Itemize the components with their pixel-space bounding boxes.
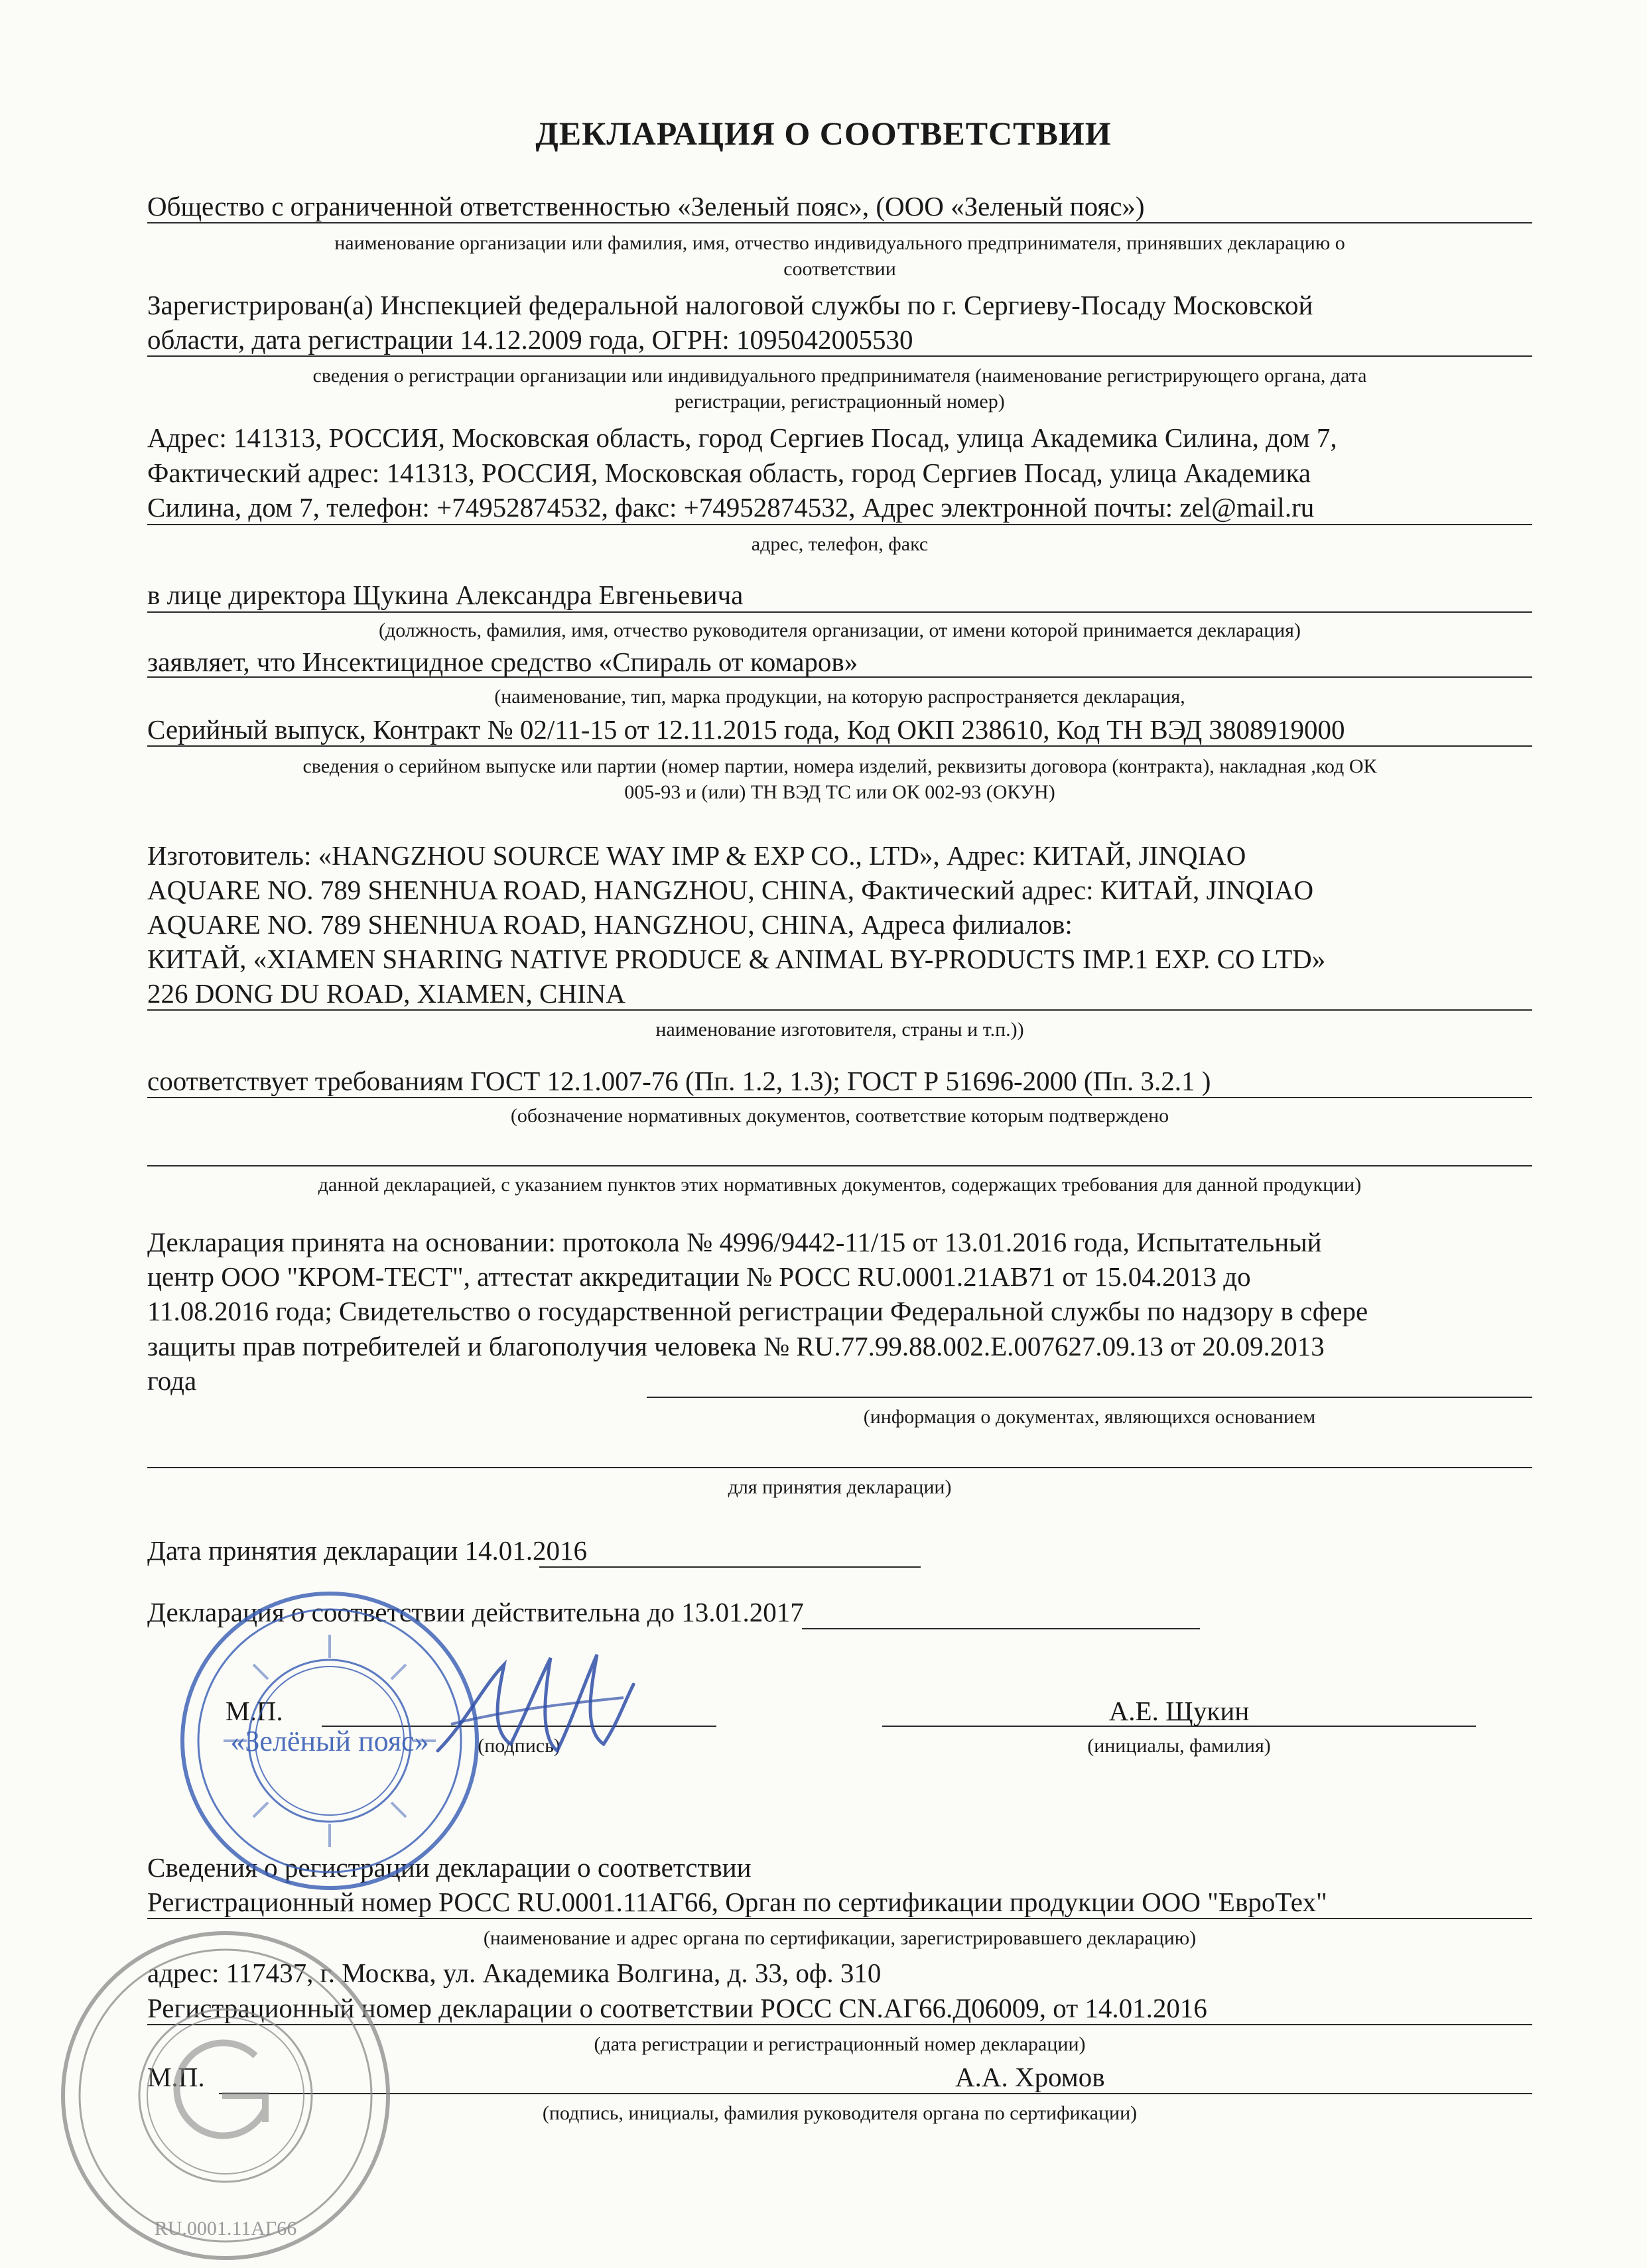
basis-line-1: Декларация принята на основании: протокола № 4996/9442-11/15 от 13.01.2016 года, Испытательный [147,1227,1322,1257]
signer-name: А.Е. Щукин [1108,1696,1250,1726]
serial-line: Серийный выпуск, Контракт № 02/11-15 от 12.11.2015 года, Код ОКП 238610, Код ТН ВЭД 3808919000 [147,714,1345,745]
accepted-date: Дата принятия декларации 14.01.2016 [147,1535,588,1566]
registration-info-caption-3: (подпись, инициалы, фамилия руководителя органа по сертификации) [542,2102,1138,2124]
mp-label: М.П. [226,1696,283,1726]
registration-info-line-1: Регистрационный номер РОСС RU.0001.11АГ66, Орган по сертификации продукции ООО "ЕвроТех" [147,1887,1327,1917]
registration-line-2: области, дата регистрации 14.12.2009 года, ОГРН: 1095042005530 [147,324,913,355]
registration-caption-2: регистрации, регистрационный номер) [675,391,1005,412]
basis-line-4: защиты прав потребителей и благополучия человека № RU.77.99.88.002.Е.007627.09.13 от 20.09.2013 [147,1331,1325,1361]
registration-caption: сведения о регистрации организации или индивидуального предпринимателя (наименование регистрирующего органа, дата [312,365,1367,387]
applicant-name: Общество с ограниченной ответственностью «Зеленый пояс», (ООО «Зеленый пояс») [147,191,1145,221]
signer-name-caption: (инициалы, фамилия) [1087,1735,1271,1757]
manufacturer-line-3: AQUARE NO. 789 SHENHUA ROAD, HANGZHOU, CHINA, Адреса филиалов: [147,909,1073,940]
manufacturer-underline [147,1009,1532,1011]
address-caption: адрес, телефон, факс [751,533,929,555]
serial-caption-2: 005-93 и (или) ТН ВЭД ТС или ОК 002-93 (ОКУН) [624,781,1055,803]
product-caption: (наименование, тип, марка продукции, на которую распространяется декларация, [494,686,1185,708]
compliance-caption: (обозначение нормативных документов, соответствие которым подтверждено [510,1105,1169,1127]
registration-info-line-3: Регистрационный номер декларации о соответствии РОСС CN.АГ66.Д06009, от 14.01.2016 [147,1993,1207,2023]
valid-until: Декларация о соответствии действительна до 13.01.2017 [147,1597,804,1627]
product-underline [147,676,1532,678]
handwritten-signature [425,1645,643,1777]
registration-info-caption-2: (дата регистрации и регистрационный номер декларации) [594,2033,1086,2055]
registration-underline [147,355,1532,357]
registration-info-caption-1: (наименование и адрес органа по сертификации, зарегистрировавшего декларацию) [483,1927,1197,1949]
registration-line-1: Зарегистрирован(а) Инспекцией федеральной налоговой службы по г. Сергиеву-Посаду Московской [147,290,1313,320]
address-line-2: Фактический адрес: 141313, РОССИЯ, Московская область, город Сергиев Посад, улица Академика [147,458,1311,488]
manufacturer-caption: наименование изготовителя, страны и т.п.)) [655,1019,1024,1040]
address-line-3: Силина, дом 7, телефон: +74952874532, факс: +74952874532, Адрес электронной почты: zel@mail.ru [147,492,1315,523]
registration-heading: Сведения о регистрации декларации о соответствии [147,1852,752,1883]
signature-caption: (подпись) [478,1735,560,1757]
registration-signer-name: А.А. Хромов [955,2062,1105,2092]
applicant-caption-2: соответствии [783,258,896,280]
registration-info-underline-1 [147,1918,1532,1919]
accepted-date-underline [539,1566,921,1568]
serial-caption: сведения о серийном выпуске или партии (номер партии, номера изделий, реквизиты договора (контракта), накладная ,код ОК [302,755,1377,777]
applicant-caption: наименование организации или фамилия, имя, отчество индивидуального предпринимателя, принявших декларацию о [334,232,1345,254]
address-underline [147,524,1532,525]
compliance-underline [147,1097,1532,1098]
manufacturer-line-4: КИТАЙ, «XIAMEN SHARING NATIVE PRODUCE & ANIMAL BY-PRODUCTS IMP.1 EXP. CO LTD» [147,944,1326,974]
serial-underline [147,745,1532,747]
signer-name-line [882,1726,1476,1727]
representative-caption: (должность, фамилия, имя, отчество руководителя организации, от имени которой принимается декларация) [379,619,1301,641]
basis-line-2: центр ООО "КРОМ-ТЕСТ", аттестат аккредитации № РОСС RU.0001.21АВ71 от 15.04.2013 до [147,1261,1251,1292]
basis-line-3: 11.08.2016 года; Свидетельство о государственной регистрации Федеральной службы по надзору в сфере [147,1296,1368,1326]
compliance-caption-2: данной декларацией, с указанием пунктов этих нормативных документов, содержащих требования для данной продукции) [318,1174,1362,1196]
product-line: заявляет, что Инсектицидное средство «Спираль от комаров» [147,647,858,677]
registration-info-underline-3 [219,2093,1532,2094]
manufacturer-line-2: AQUARE NO. 789 SHENHUA ROAD, HANGZHOU, CHINA, Фактический адрес: КИТАЙ, JINQIAO [147,875,1314,905]
basis-caption: (информация о документах, являющихся основанием [863,1406,1316,1428]
certification-stamp [53,1923,398,2268]
basis-blank-line [147,1467,1532,1468]
valid-until-underline [802,1628,1200,1629]
company-stamp-text: «Зелёный пояс» [230,1725,429,1757]
compliance-blank-line [147,1165,1532,1166]
representative-line: в лице директора Щукина Александра Евгеньевича [147,580,744,610]
basis-line-5: года [147,1365,197,1396]
manufacturer-line-5: 226 DONG DU ROAD, XIAMEN, CHINA [147,978,626,1009]
basis-underline [647,1397,1532,1398]
applicant-underline [147,222,1532,223]
certification-stamp-text: RU.0001.11АГ66 [154,2218,297,2239]
address-line-1: Адрес: 141313, РОССИЯ, Московская область, город Сергиев Посад, улица Академика Силина, дом 7, [147,422,1337,453]
manufacturer-line-1: Изготовитель: «HANGZHOU SOURCE WAY IMP & EXP CO., LTD», Адрес: КИТАЙ, JINQIAO [147,840,1246,871]
registration-info-line-2: адрес: 117437, г. Москва, ул. Академика Волгина, д. 33, оф. 310 [147,1958,882,1988]
document-title: ДЕКЛАРАЦИЯ О СООТВЕТСТВИИ [535,115,1112,152]
basis-caption-2: для принятия декларации) [728,1476,952,1498]
compliance-line: соответствует требованиям ГОСТ 12.1.007-76 (Пп. 1.2, 1.3); ГОСТ Р 51696-2000 (Пп. 3.2.1 ) [147,1066,1211,1096]
registration-mp-label: М.П. [147,2062,205,2092]
representative-underline [147,611,1532,613]
